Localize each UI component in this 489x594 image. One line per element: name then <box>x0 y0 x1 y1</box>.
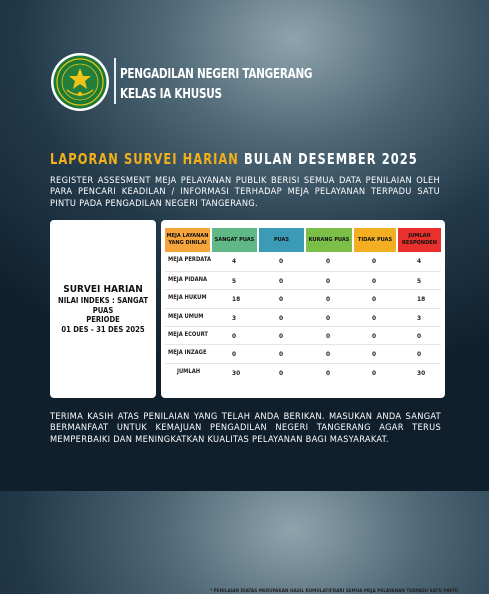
cell-tidak-puas: 0 <box>372 331 377 340</box>
cell-jumlah: 18 <box>417 294 426 303</box>
row-label: JUMLAH <box>177 369 201 375</box>
header-kurang-puas: KURANG PUAS <box>306 228 352 252</box>
row-label: MEJA PIDANA <box>168 277 208 283</box>
cell-tidak-puas: 0 <box>372 368 377 377</box>
table-row-divider <box>165 326 441 327</box>
cell-sangat-puas: 0 <box>232 331 237 340</box>
cell-jumlah: 30 <box>417 368 426 377</box>
cell-puas: 0 <box>279 368 284 377</box>
summary-heading: SURVEI HARIAN <box>63 284 143 295</box>
cell-jumlah: 5 <box>417 276 422 285</box>
table-row-divider <box>165 308 441 309</box>
row-label: MEJA ECOURT <box>168 332 208 338</box>
cell-kurang-puas: 0 <box>326 256 331 265</box>
cell-puas: 0 <box>279 313 284 322</box>
cell-tidak-puas: 0 <box>372 294 377 303</box>
header-tidak-puas: TIDAK PUAS <box>354 228 396 252</box>
cell-sangat-puas: 30 <box>232 368 241 377</box>
cell-puas: 0 <box>279 349 284 358</box>
report-title <box>50 150 418 168</box>
cell-sangat-puas: 0 <box>232 349 237 358</box>
cell-kurang-puas: 0 <box>326 276 331 285</box>
table-footnote: * PENILAIAN DIATAS MERUPAKAN HASIL KUMULATIFDARI SEMUA MEJA PELAYANAN TERPADU SATU PINTU <box>210 589 458 594</box>
cell-puas: 0 <box>279 256 284 265</box>
report-title-month: BULAN DESEMBER 2025 <box>243 150 418 168</box>
cell-jumlah: 0 <box>417 349 422 358</box>
header-service-desk: MEJA LAYANAN YANG DINILAI <box>165 228 210 252</box>
cell-tidak-puas: 0 <box>372 256 377 265</box>
report-description: REGISTER ASSESMENT MEJA PELAYANAN PUBLIK BERISI SEMUA DATA PENILAIAN OLEH PARA PENCARI KEADILAN / INFORMASI TERHADAP MEJA PELAYANAN TERPADU SATU PINTU PADA PENGADILAN NEGERI TANGERANG. <box>50 175 440 209</box>
cell-jumlah: 0 <box>417 331 422 340</box>
court-name: PENGADILAN NEGERI TANGERANG <box>120 66 313 82</box>
row-label: MEJA UMUM <box>168 314 204 320</box>
cell-jumlah: 4 <box>417 256 422 265</box>
cell-puas: 0 <box>279 276 284 285</box>
cell-tidak-puas: 0 <box>372 276 377 285</box>
row-label: MEJA INZAGE <box>168 350 207 356</box>
cell-puas: 0 <box>279 331 284 340</box>
summary-period-range: 01 DES - 31 DES 2025 <box>61 324 145 334</box>
cell-sangat-puas: 3 <box>232 313 237 322</box>
cell-kurang-puas: 0 <box>326 349 331 358</box>
header-puas: PUAS <box>259 228 304 252</box>
cell-kurang-puas: 0 <box>326 313 331 322</box>
cell-sangat-puas: 4 <box>232 256 237 265</box>
summary-period-label: PERIODE <box>86 315 120 324</box>
header-divider <box>114 58 116 104</box>
row-label: MEJA PERDATA <box>168 257 212 263</box>
cell-tidak-puas: 0 <box>372 313 377 322</box>
cell-kurang-puas: 0 <box>326 294 331 303</box>
row-label: MEJA HUKUM <box>168 295 207 301</box>
court-emblem-logo <box>50 52 110 112</box>
thank-you-message: TERIMA KASIH ATAS PENILAIAN YANG TELAH ANDA BERIKAN. MASUKAN ANDA SANGAT BERMANFAAT UNTUK KEMAJUAN PENGADILAN NEGERI TANGERANG AGAR TERUS MEMPERBAIKI DAN MENINGKATKAN KUALITAS PELAYANAN BAGI MASYARAKAT. <box>50 411 441 445</box>
cell-kurang-puas: 0 <box>326 331 331 340</box>
table-row-divider <box>165 289 441 290</box>
table-row-divider <box>165 363 441 364</box>
table-row-divider <box>165 344 441 345</box>
table-row-divider <box>165 271 441 272</box>
court-class: KELAS IA KHUSUS <box>120 86 222 102</box>
header-sangat-puas: SANGAT PUAS <box>212 228 257 252</box>
summary-index: NILAI INDEKS : SANGAT PUAS <box>57 296 148 315</box>
cell-tidak-puas: 0 <box>372 349 377 358</box>
report-title-main: LAPORAN SURVEI HARIAN <box>50 150 239 168</box>
cell-puas: 0 <box>279 294 284 303</box>
survey-summary-card <box>50 220 156 398</box>
header-jumlah-responden: JUMLAH RESPONDEN <box>398 228 441 252</box>
cell-sangat-puas: 5 <box>232 276 237 285</box>
cell-sangat-puas: 18 <box>232 294 241 303</box>
cell-kurang-puas: 0 <box>326 368 331 377</box>
cell-jumlah: 3 <box>417 313 422 322</box>
